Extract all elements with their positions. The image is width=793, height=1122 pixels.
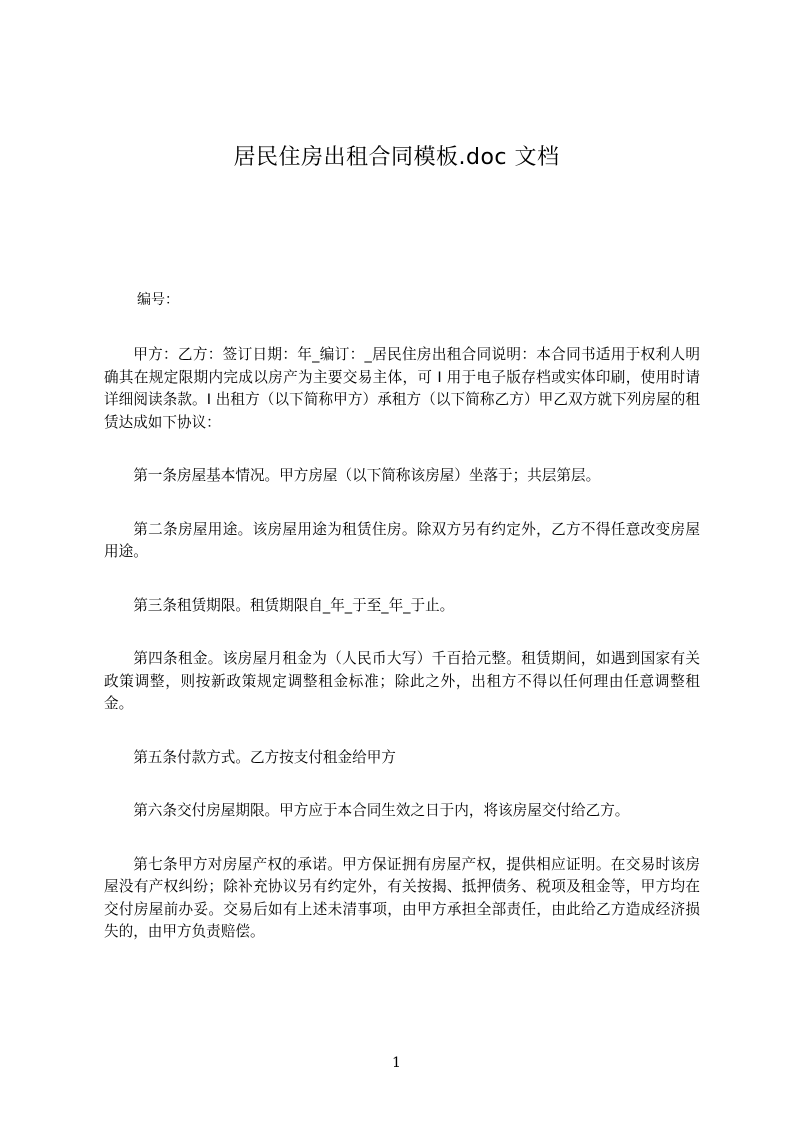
document-body — [104, 344, 700, 975]
document-title: 居民住房出租合同模板.doc 文档 — [233, 145, 560, 170]
paragraph-article-5: 第五条付款方式。乙方按支付租金给甲方 — [133, 748, 396, 766]
paragraph-article-6: 第六条交付房屋期限。甲方应于本合同生效之日于内，将该房屋交付给乙方。 — [133, 802, 630, 819]
paragraph-article-1: 第一条房屋基本情况。甲方房屋（以下简称该房屋）坐落于；共层第层。 — [133, 467, 601, 484]
document-number-label: 编号： — [137, 292, 179, 308]
paragraph-article-4: 第四条租金。该房屋月租金为（人民币大写）千百拾元整。租赁期间，如遇到国家有关政策调整，则按新政策规定调整租金标准；除此之外，出租方不得以任何理由任意调整租金。 — [104, 650, 700, 712]
paragraph-article-3: 第三条租赁期限。租赁期限自_年_于至_年_于止。 — [133, 596, 455, 614]
paragraph-article-2: 第二条房屋用途。该房屋用途为租赁住房。除双方另有约定外，乙方不得任意改变房屋用途。 — [104, 520, 700, 560]
page-number: 1 — [392, 1055, 401, 1071]
paragraph-article-7: 第七条甲方对房屋产权的承诺。甲方保证拥有房屋产权，提供相应证明。在交易时该房屋没有产权纠纷；除补充协议另有约定外，有关按揭、抵押债务、税项及租金等，甲方均在交付房屋前办妥。交易后如有上述未清事项，由甲方承担全部责任，由此给乙方造成经济损失的，由甲方负责赔偿。 — [104, 855, 700, 940]
paragraph-intro: 甲方：乙方：签订日期：年_编订：_居民住房出租合同说明：本合同书适用于权利人明确其在规定限期内完成以房产为主要交易主体，可 I 用于电子版存档或实体印刷，使用时请详细阅读条款。I 出租方（以下简称甲方）承租方（以下简称乙方）甲乙双方就下列房屋的租赁达成如下协议： — [104, 346, 700, 431]
